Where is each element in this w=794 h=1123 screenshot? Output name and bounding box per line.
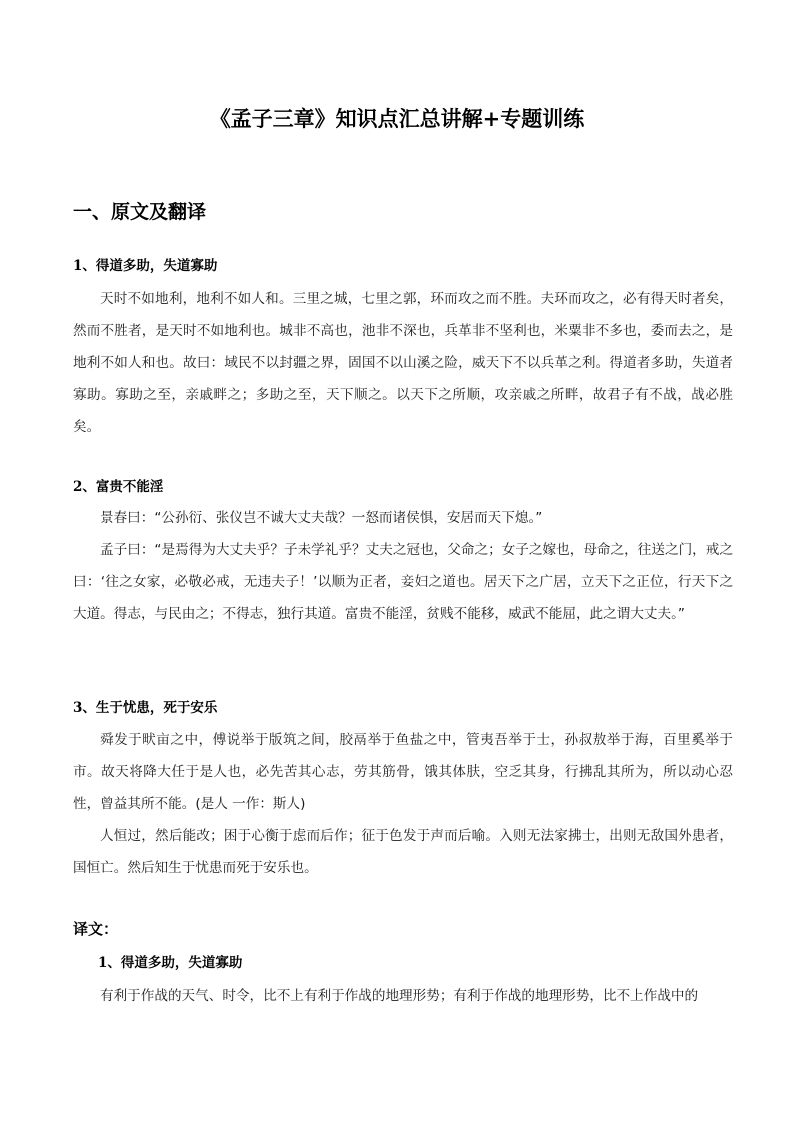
paragraph-s1: 天时不如地利，地利不如人和。三里之城，七里之郭，环而攻之而不胜。夫环而攻之，必有得天时者矣，然而不胜者，是天时不如地利也。城非不高也，池非不深也，兵革非不坚利也，米粟非不多也，委而去之，是地利不如人和也。故曰：域民不以封疆之界，固国不以山溪之险，威天下不以兵革之利。得道者多助，失道者寡助。寡助之至，亲戚畔之；多助之至，天下顺之。以天下之所顺，攻亲戚之所畔，故君子有不战，战必胜矣。 bbox=[73, 291, 733, 435]
section-heading-original-and-translation: 一、原文及翻译 bbox=[73, 201, 207, 223]
document-title: 《孟子三章》知识点汇总讲解+专题训练 bbox=[209, 106, 585, 131]
paragraph-translation-1: 有利于作战的天气、时令，比不上有利于作战的地理形势；有利于作战的地理形势，比不上作战中的 bbox=[100, 988, 699, 1004]
subsection-heading-1: 1、得道多助，失道寡助 bbox=[73, 258, 218, 274]
translation-subsection-heading-1: 1、得道多助，失道寡助 bbox=[98, 955, 243, 971]
paragraph-s3-1: 舜发于畎亩之中，傅说举于版筑之间，胶鬲举于鱼盐之中，管夷吾举于士，孙叔敖举于海，百里奚举于市。故天将降大任于是人也，必先苦其心志，劳其筋骨，饿其体肤，空乏其身，行拂乱其所为，所以动心忍性，曾益其所不能。(是人 一作：斯人) bbox=[73, 732, 733, 812]
paragraph-s2-2: 孟子曰：“是焉得为大丈夫乎？子未学礼乎？丈夫之冠也，父命之；女子之嫁也，母命之，往送之门，戒之曰：‘往之女家，必敬必戒，无违夫子！’以顺为正者，妾妇之道也。居天下之广居，立天下之正位，行天下之大道。得志，与民由之；不得志，独行其道。富贵不能淫，贫贱不能移，威武不能屈，此之谓大丈夫。” bbox=[73, 542, 733, 622]
paragraph-s3-2: 人恒过，然后能改；困于心衡于虑而后作；征于色发于声而后喻。入则无法家拂士，出则无敌国外患者，国恒亡。然后知生于忧患而死于安乐也。 bbox=[73, 828, 733, 876]
paragraph-s2-1: 景春曰：“公孙衍、张仪岂不诚大丈夫哉？一怒而诸侯惧，安居而天下熄。” bbox=[100, 510, 543, 526]
subsection-heading-2: 2、富贵不能淫 bbox=[73, 479, 164, 495]
translation-heading: 译文： bbox=[73, 920, 119, 938]
subsection-heading-3: 3、生于忧患，死于安乐 bbox=[73, 700, 218, 716]
